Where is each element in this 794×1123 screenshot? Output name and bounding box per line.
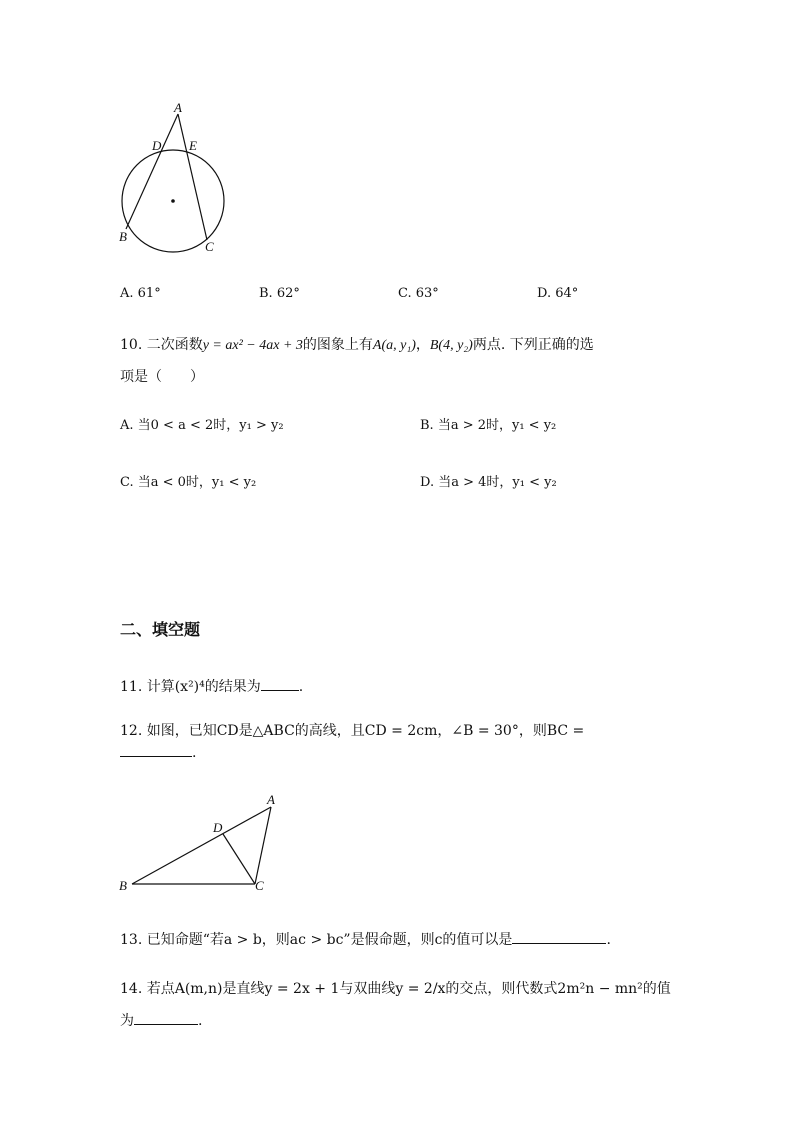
q12-blank — [120, 744, 192, 757]
q10-option-b: B. 当a > 2时，y₁ < y₂ — [420, 418, 557, 433]
q10-option-a: A. 当0 < a < 2时，y₁ > y₂ — [120, 418, 284, 433]
label-B: B — [119, 229, 127, 244]
q14-line2 — [120, 1010, 202, 1030]
line-CD — [223, 834, 255, 884]
q10-mid: 的图象上有 — [302, 337, 373, 353]
q14-line1: 14. 若点A(m,n)是直线y = 2x + 1与双曲线y = 2/x的交点，则代数式2m²n − mn²的值 — [120, 981, 671, 997]
label-E: E — [189, 138, 197, 153]
q10-end: 两点. 下列正确的选 — [472, 337, 594, 353]
label-D: D — [213, 820, 223, 835]
circle-center-dot — [171, 199, 175, 203]
q10-point-b: B(4, y₂) — [429, 338, 473, 353]
q12-line1: 12. 如图，已知CD是△ABC的高线，且CD = 2cm，∠B = 30°，则BC = — [120, 723, 585, 739]
section-heading: 二、填空题 — [120, 620, 201, 639]
label-B: B — [119, 878, 127, 893]
q13 — [120, 929, 611, 949]
q9-option-d: D. 64° — [537, 286, 579, 301]
q13-blank — [512, 931, 606, 944]
q10-prefix: 10. 二次函数 — [120, 337, 203, 353]
q11-text: 11. 计算(x²)⁴的结果为 — [120, 679, 261, 695]
line-BA — [132, 807, 271, 884]
q10-line2: 项是（ ） — [120, 369, 204, 385]
label-A: A — [267, 792, 275, 807]
q10-line1 — [120, 334, 594, 354]
q10-sep: ， — [415, 337, 430, 353]
q12-line2 — [120, 744, 196, 761]
q9-option-b: B. 62° — [259, 286, 300, 301]
q13-text: 13. 已知命题“若a > b，则ac > bc”是假命题，则c的值可以是 — [120, 932, 513, 948]
q10-function: y = ax² − 4ax + 3 — [202, 338, 303, 353]
q12-end: . — [192, 745, 197, 761]
q10-option-c: C. 当a < 0时，y₁ < y₂ — [120, 475, 257, 490]
q11-end: . — [298, 679, 304, 695]
line-CA — [255, 807, 271, 884]
q14-prefix: 为 — [120, 1013, 134, 1029]
line-AB — [126, 114, 178, 229]
q9-option-c: C. 63° — [398, 286, 439, 301]
q13-end: . — [606, 932, 611, 948]
label-C: C — [205, 239, 214, 254]
q10-option-d: D. 当a > 4时，y₁ < y₂ — [420, 475, 557, 490]
triangle-figure — [115, 790, 290, 900]
q9-option-a: A. 61° — [120, 286, 161, 301]
label-A: A — [174, 100, 182, 115]
circle-figure — [110, 95, 240, 260]
q14-end: . — [198, 1013, 203, 1029]
label-C: C — [255, 878, 264, 893]
q10-point-a: A(a, y₁) — [372, 338, 416, 353]
q14-blank — [134, 1012, 198, 1025]
label-D: D — [152, 138, 162, 153]
q11 — [120, 676, 303, 696]
line-AC — [178, 114, 207, 240]
q11-blank — [261, 678, 299, 691]
